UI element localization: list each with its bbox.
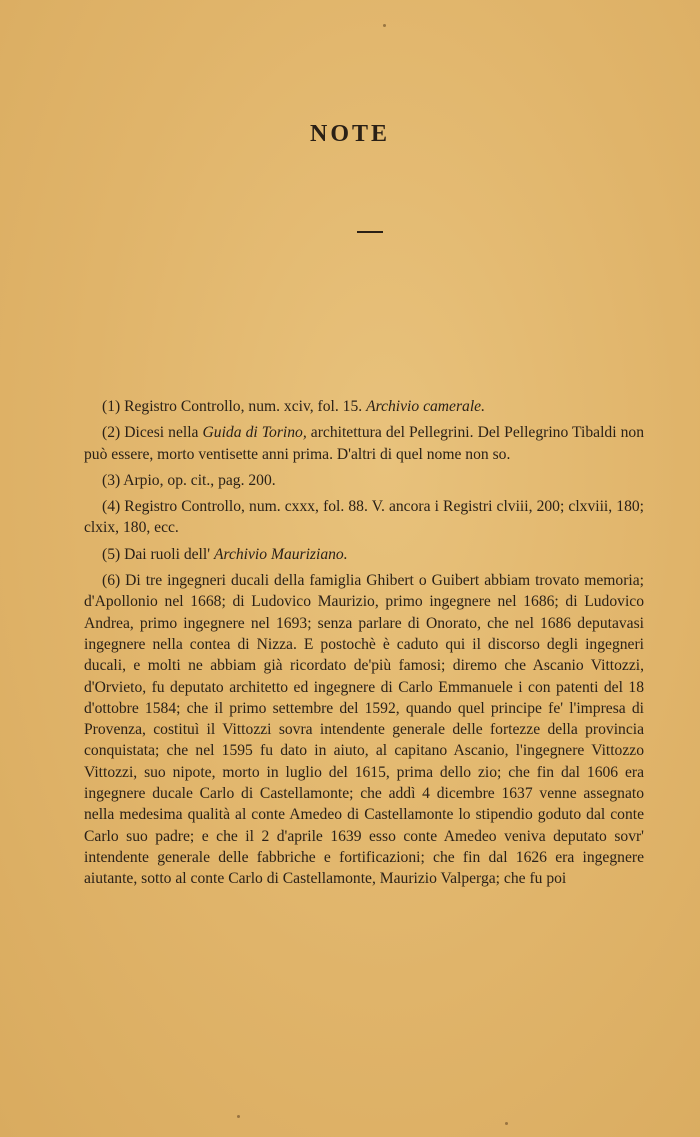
note-3-text: (3) Arpio, op. cit., pag. 200. xyxy=(102,471,276,489)
note-3 xyxy=(84,470,644,491)
note-5-source: Archivio Mauriziano. xyxy=(213,545,348,563)
paper-speck xyxy=(383,24,386,27)
note-2 xyxy=(84,422,644,465)
note-5-text: (5) Dai ruoli dell' xyxy=(102,545,214,563)
note-5 xyxy=(84,544,644,565)
note-4 xyxy=(84,496,644,539)
notes-body xyxy=(84,396,644,895)
note-2-text-b: architettura del Pellegrini. Del Pellegrino Tibaldi non può essere, morto ventisette anni prima. D'altri di quel nome non so. xyxy=(84,424,644,463)
note-1-text: (1) Registro Controllo, num. xciv, fol. 15. xyxy=(102,398,367,415)
note-6 xyxy=(84,570,644,889)
paper-speck xyxy=(237,1115,240,1118)
note-1-source: Archivio camerale. xyxy=(366,398,485,415)
note-1 xyxy=(84,396,644,417)
page-heading: NOTE xyxy=(309,121,390,147)
paper-speck xyxy=(505,1122,508,1125)
note-4-text: (4) Registro Controllo, num. cxxx, fol. 88. V. ancora i Registri clviii, 200; clxviii, 180; clxix, 180, ecc. xyxy=(84,498,644,537)
note-6-text: (6) Di tre ingegneri ducali della famiglia Ghibert o Guibert abbiam trovato memoria; d'Apollonio nel 1668; di Ludovico Maurizio, primo ingegnere nel 1686; di Ludovico Andrea, primo ingegnere nel 1693; senza parlare di Onorato, che nel 1686 deputavasi ingegnere nella contea di Nizza. E postochè è caduto qui il discorso degli ingegneri ducali, e molti ne abbiam già ricordato de'più famosi; diremo che Ascanio Vittozzi, d'Orvieto, fu deputato architetto ed ingegnere di Carlo Emmanuele i con patenti del 18 d'ottobre 1584; che il primo settembre del 1592, quando quel principe fe' l'impresa di Provenza, costituì il Vittozzi sovra intendente generale delle fortezze della provincia conquistata; che nel 1595 fu dato in aiuto, al capitano Ascanio, l'ingegnere Vittozzo Vittozzi, suo nipote, morto in luglio del 1615, prima dello zio; che fin dal 1606 era ingegnere ducale Carlo di Castellamonte; che addì 4 dicembre 1637 venne assegnato nella medesima qualità al conte Amedeo di Castellamonte lo stipendio goduto dal conte Carlo suo padre; e che il 2 d'aprile 1639 esso conte Amedeo veniva deputato sovr' intendente generale delle fabbriche e fortificazioni; che fin dal 1626 era ingegnere aiutante, sotto al conte Carlo di Castellamonte, Maurizio Valperga; che fu poi xyxy=(84,572,644,888)
note-2-title: Guida di Torino, xyxy=(202,424,307,442)
heading-rule xyxy=(357,231,383,233)
note-2-text-a: (2) Dicesi nella xyxy=(102,424,203,442)
